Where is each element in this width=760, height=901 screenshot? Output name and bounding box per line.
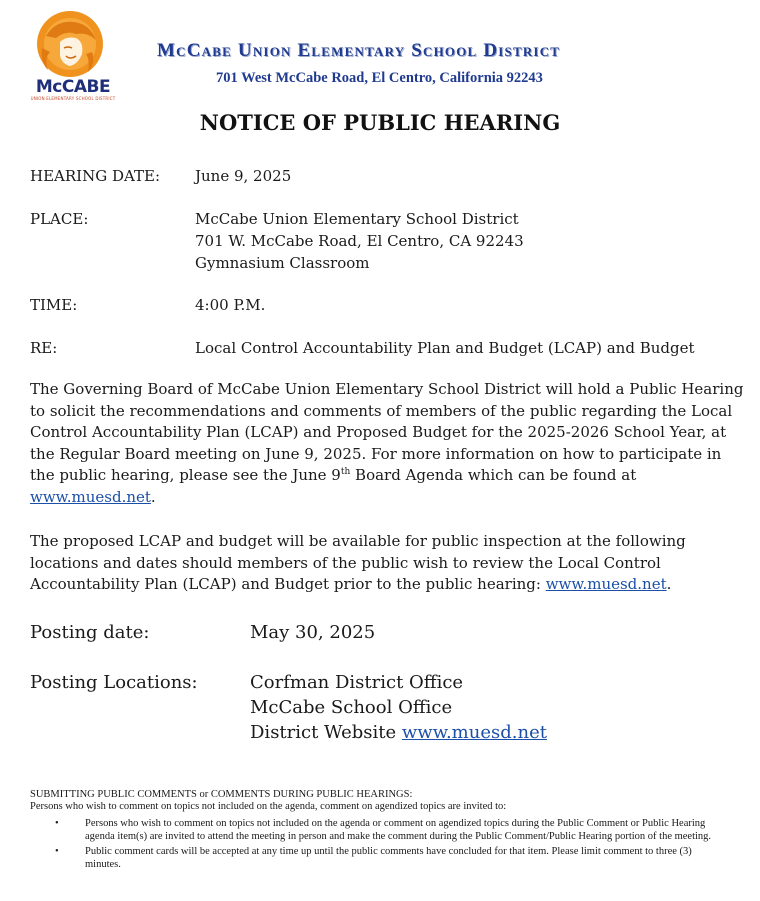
posting-date-label: Posting date: [30, 622, 150, 643]
logo-subtext: UNION ELEMENTARY SCHOOL DISTRICT [30, 96, 116, 101]
hearing-paragraph-text: The Governing Board of McCabe Union Elementary School District will hold a Public Hearing to solicit the recommendations and comments of members of the public regarding the Local Control Accountability Plan (LCAP) and Proposed Budget for the 2025-2026 School Year, at the Regular Board meeting on June 9, 2025. For more information on how to participate in the public hearing, please see the June 9 [30, 380, 744, 484]
place-line-2: 701 W. McCabe Road, El Centro, CA 92243 [195, 232, 524, 250]
page-title: NOTICE OF PUBLIC HEARING [199, 110, 561, 135]
list-item [30, 846, 730, 871]
footer-section [30, 789, 750, 813]
ordinal-suffix: th [340, 467, 351, 477]
hearing-date-label: HEARING DATE: [30, 167, 161, 185]
hearing-paragraph-text-2: Board Agenda which can be found at [350, 466, 637, 484]
list-item-text: Persons who wish to comment on topics not included on the agenda or comment on agendized topics during the Public Comment or Public Hearing agenda item(s) are invited to attend the meeting in person and make the comment during the Public Comment/Public Hearing portion of the meeting. [85, 818, 712, 842]
logo-wordmark: McCABE [35, 77, 111, 97]
website-link-2[interactable]: www.muesd.net [545, 575, 667, 593]
district-address: 701 West McCabe Road, El Centro, California 92243 [216, 70, 543, 86]
bullet-icon: • [55, 846, 59, 857]
website-link[interactable]: www.muesd.net [30, 487, 151, 506]
paragraph-end-2: . [666, 575, 672, 593]
location-3 [250, 720, 547, 745]
list-item [30, 818, 730, 843]
posting-date-value: May 30, 2025 [250, 622, 376, 643]
hearing-paragraph [30, 379, 746, 508]
re-value: Local Control Accountability Plan and Budget (LCAP) and Budget [195, 339, 695, 357]
location-2: McCabe School Office [250, 697, 453, 718]
time-label: TIME: [30, 296, 78, 314]
paragraph-end: . [150, 487, 156, 506]
list-item-text: Public comment cards will be accepted at any time up until the public comments have concluded for that item. Please limit comment to three (3) minutes. [85, 846, 692, 870]
inspection-paragraph [30, 531, 746, 596]
re-label: RE: [30, 339, 58, 357]
footer-bullets [30, 818, 730, 874]
inspection-paragraph-text: The proposed LCAP and budget will be available for public inspection at the following locations and dates should members of the public wish to review the Local Control Accountability Plan (LCAP) and Budget prior to the public hearing: [30, 532, 686, 593]
place-line-3: Gymnasium Classroom [195, 254, 370, 272]
footer-heading: SUBMITTING PUBLIC COMMENTS or COMMENTS DURING PUBLIC HEARINGS: [30, 789, 413, 800]
place-line-1: McCabe Union Elementary School District [195, 210, 519, 228]
website-link-3[interactable]: www.muesd.net [401, 722, 547, 743]
footer-intro: Persons who wish to comment on topics not included on the agenda, comment on agendized topics are invited to: [30, 801, 507, 812]
bullet-icon: • [55, 818, 59, 829]
hearing-date-value: June 9, 2025 [195, 167, 292, 185]
time-value: 4:00 P.M. [195, 296, 266, 314]
location-3-text: District Website [250, 722, 402, 743]
posting-locations-label: Posting Locations: [30, 672, 198, 693]
district-name: McCabe Union Elementary School District [157, 40, 561, 61]
location-1: Corfman District Office [250, 672, 464, 693]
place-label: PLACE: [30, 210, 89, 228]
